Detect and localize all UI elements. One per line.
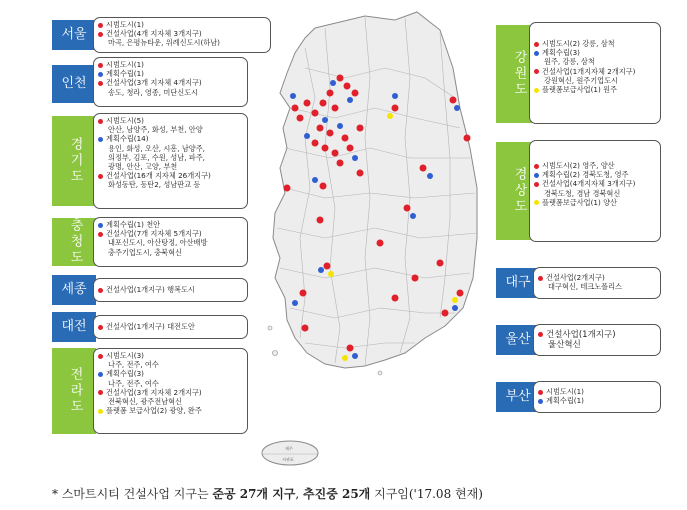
region-info-text: 화성동탄, 동탄2, 성남판교 등 — [108, 180, 201, 190]
region-info-line — [98, 397, 243, 406]
marker-blue — [337, 123, 343, 129]
region-info-line — [98, 60, 243, 69]
region-info-line — [98, 248, 243, 257]
marker-red — [300, 290, 307, 297]
marker-blue — [452, 305, 458, 311]
marker-red — [324, 263, 331, 270]
region-info-line — [98, 134, 243, 143]
region-tag-incheon: 인천 — [52, 65, 96, 103]
marker-red — [327, 90, 334, 97]
marker-red — [327, 130, 334, 137]
footnote-sep: , — [295, 487, 304, 501]
marker-red — [312, 140, 319, 147]
jeju-label: 제주 — [285, 446, 293, 451]
marker-red — [437, 260, 444, 267]
marker-red — [412, 275, 419, 282]
red-bullet-icon — [538, 390, 543, 395]
blue-bullet-icon — [98, 137, 103, 142]
marker-yellow — [387, 113, 393, 119]
blue-bullet-icon — [98, 223, 103, 228]
red-bullet-icon — [98, 325, 103, 330]
marker-blue — [352, 155, 358, 161]
marker-red — [297, 115, 304, 122]
region-info-text: 대구혁신, 테크노폴리스 — [548, 282, 623, 292]
region-info-text: 용인, 화성, 오산, 시흥, 남양주, — [108, 143, 205, 153]
red-bullet-icon — [98, 32, 103, 37]
blue-bullet-icon — [98, 72, 103, 77]
region-info-text: 플랫폼보급사업(1) 원주 — [542, 85, 617, 95]
marker-red — [302, 325, 309, 332]
seogwipo-label: 서귀포 — [282, 457, 294, 462]
marker-blue — [427, 173, 433, 179]
region-info-text: 계획수립(1) — [546, 396, 584, 406]
region-tag-daejeon: 대전 — [52, 312, 96, 342]
region-info-line — [98, 78, 243, 87]
region-tag-ulsan: 울산 — [496, 325, 540, 355]
region-info-text: 계획수립(3) — [542, 48, 580, 58]
marker-red — [392, 105, 399, 112]
red-bullet-icon — [98, 63, 103, 68]
region-info-text: 시범도시(2) 강릉, 삼척 — [542, 39, 615, 48]
marker-red — [337, 75, 344, 82]
region-info-text: 시범도시(1) — [106, 60, 144, 69]
marker-red — [344, 83, 351, 90]
region-info-text: 건설사업(16개 지자체 26개지구) — [106, 171, 211, 181]
footnote-completed: 준공 27개 지구 — [212, 487, 296, 501]
region-info-line — [98, 180, 243, 189]
region-box-gangwon — [529, 22, 661, 124]
marker-red — [332, 105, 339, 112]
region-info-text: 계획수립(1) 천안 — [106, 220, 161, 229]
region-info-line — [98, 69, 243, 78]
marker-blue — [392, 93, 398, 99]
region-info-text: 송도, 청라, 영종, 미단신도시 — [108, 87, 199, 97]
region-tag-sejong: 세종 — [52, 275, 96, 305]
region-info-text: 안산, 남양주, 화성, 부천, 안양 — [108, 125, 203, 135]
region-info-line — [98, 285, 243, 294]
yellow-bullet-icon — [98, 409, 103, 414]
marker-blue — [410, 213, 416, 219]
region-info-text: 마곡, 은평뉴타운, 위례신도시(하남) — [108, 38, 220, 48]
marker-blue — [347, 97, 353, 103]
region-box-daegu — [533, 267, 661, 299]
region-tag-daegu: 대구 — [496, 268, 540, 298]
region-info-line — [534, 189, 656, 198]
region-info-text: 광명, 안산, 고양, 부천 — [108, 162, 178, 172]
region-info-text: 플랫폼 보급사업(2) 광양, 완주 — [106, 406, 202, 416]
region-info-line — [98, 144, 243, 153]
region-info-text: 플랫폼보급사업(1) 양산 — [542, 197, 617, 207]
marker-red — [284, 185, 291, 192]
marker-blue — [292, 300, 298, 306]
region-info-text: 나주, 전주, 여수 — [108, 378, 159, 388]
region-info-text: 건설사업(3개 지자체 2개지구) — [106, 387, 202, 397]
region-tag-jeolla: 전라도 — [52, 348, 96, 434]
region-box-chungcheong — [93, 217, 248, 267]
footnote-suffix: 지구임('17.08 현재) — [370, 487, 483, 501]
red-bullet-icon — [98, 23, 103, 28]
region-info-text: 시범도시(1) — [106, 20, 144, 29]
footnote-prefix: * 스마트시티 건설사업 지구는 — [52, 487, 213, 501]
marker-red — [320, 183, 327, 190]
region-info-line — [98, 88, 243, 97]
region-info-text: 의정부, 김포, 수원, 성남, 파주, — [108, 152, 205, 162]
marker-yellow — [328, 271, 334, 277]
region-info-line — [534, 48, 656, 57]
region-info-line — [534, 57, 656, 66]
region-info-line — [534, 67, 656, 76]
region-info-line — [98, 238, 243, 247]
region-info-text: 울산혁신 — [548, 340, 581, 350]
region-info-line — [98, 406, 243, 415]
region-info-text: 건설사업(1개지구) 행복도시 — [106, 285, 195, 294]
blue-bullet-icon — [534, 51, 539, 56]
footnote-ongoing: 추진중 25개 — [303, 487, 371, 501]
blue-bullet-icon — [538, 399, 543, 404]
marker-blue — [318, 267, 324, 273]
blue-bullet-icon — [98, 372, 103, 377]
region-info-line — [98, 369, 243, 378]
region-box-sejong — [93, 278, 248, 302]
region-info-line — [98, 379, 243, 388]
region-info-text: 원주, 강릉, 삼척 — [544, 57, 595, 67]
region-tag-seoul: 서울 — [52, 20, 96, 50]
marker-red — [442, 310, 449, 317]
region-info-line — [98, 29, 266, 38]
region-info-text: 경북도청, 경남 경북혁신 — [544, 188, 621, 198]
marker-red — [332, 150, 339, 157]
marker-blue — [454, 105, 460, 111]
red-bullet-icon — [98, 390, 103, 395]
marker-red — [377, 240, 384, 247]
marker-red — [392, 295, 399, 302]
region-info-line — [538, 282, 656, 291]
region-info-text: 건설사업(4개지자체 3개지구) — [542, 179, 636, 189]
red-bullet-icon — [538, 276, 543, 281]
marker-red — [312, 110, 319, 117]
region-info-text: 건설사업(3개 지자체 4개지구) — [106, 78, 202, 88]
region-info-line — [98, 116, 243, 125]
marker-red — [317, 217, 324, 224]
region-info-line — [98, 220, 243, 229]
marker-red — [404, 205, 411, 212]
marker-red — [464, 135, 471, 142]
region-info-text: 전북혁신, 광주전남혁신 — [108, 397, 183, 407]
region-box-gyeonggi — [93, 113, 248, 209]
region-info-text: 건설사업(7개 지자체 5개지구) — [106, 229, 202, 239]
marker-blue — [312, 177, 318, 183]
region-info-text: 충주기업도시, 충북혁신 — [108, 247, 183, 257]
region-info-text: 건설사업(1개지자체 2개지구) — [542, 66, 636, 76]
red-bullet-icon — [534, 182, 539, 187]
marker-blue — [352, 353, 358, 359]
region-info-line — [98, 351, 243, 360]
marker-blue — [322, 117, 328, 123]
region-info-text: 계획수립(3) — [106, 369, 144, 379]
yellow-bullet-icon — [534, 200, 539, 205]
region-tag-gyeonggi: 경기도 — [52, 116, 96, 206]
footnote — [52, 485, 483, 502]
marker-red — [342, 135, 349, 142]
yellow-bullet-icon — [534, 88, 539, 93]
red-bullet-icon — [98, 232, 103, 237]
region-info-text: 시범도시(1) — [546, 387, 584, 396]
region-info-text: 건설사업(1개지구) — [546, 330, 616, 340]
region-info-line — [98, 125, 243, 134]
region-info-line — [98, 388, 243, 397]
region-info-line — [534, 198, 656, 207]
region-info-text: 내포신도시, 아산탕정, 아산배방 — [108, 238, 208, 248]
region-info-line — [538, 387, 656, 396]
region-info-line — [534, 85, 656, 94]
marker-red — [352, 90, 359, 97]
marker-red — [337, 160, 344, 167]
region-info-text: 계획수립(1) — [106, 69, 144, 79]
region-tag-gyeongsang: 경상도 — [496, 142, 540, 240]
marker-red — [420, 165, 427, 172]
marker-red — [317, 125, 324, 132]
region-box-busan — [533, 381, 661, 413]
region-box-ulsan — [533, 324, 661, 356]
marker-red — [292, 105, 299, 112]
region-info-line — [538, 396, 656, 405]
red-bullet-icon — [534, 164, 539, 169]
region-tag-busan: 부산 — [496, 382, 540, 412]
marker-red — [457, 290, 464, 297]
region-info-text: 시범도시(5) — [106, 116, 144, 125]
region-info-line — [98, 171, 243, 180]
marker-red — [347, 145, 354, 152]
region-info-text: 나주, 전주, 여수 — [108, 360, 159, 370]
region-info-line — [98, 360, 243, 369]
marker-red — [357, 170, 364, 177]
red-bullet-icon — [538, 332, 543, 337]
region-box-jeolla — [93, 348, 248, 434]
region-info-line — [534, 39, 656, 48]
region-box-incheon — [93, 57, 248, 107]
region-info-line — [534, 170, 656, 179]
red-bullet-icon — [534, 69, 539, 74]
region-box-daejeon — [93, 315, 248, 339]
blue-bullet-icon — [534, 173, 539, 178]
marker-blue — [290, 93, 296, 99]
region-info-text: 시범도시(2) 영주, 양산 — [542, 161, 615, 170]
marker-red — [322, 145, 329, 152]
marker-red — [450, 97, 457, 104]
region-info-text: 계획수립(14) — [106, 134, 149, 144]
red-bullet-icon — [98, 119, 103, 124]
marker-red — [347, 345, 354, 352]
region-info-line — [98, 38, 266, 47]
region-info-text: 계획수립(2) 경북도청, 영주 — [542, 170, 629, 180]
region-tag-chungcheong: 충청도 — [52, 218, 96, 266]
region-info-text: 건설사업(2개지구) — [546, 273, 605, 282]
marker-red — [357, 125, 364, 132]
region-info-line — [534, 161, 656, 170]
region-info-text: 강원혁신, 원주기업도시 — [544, 75, 619, 85]
region-info-line — [98, 229, 243, 238]
red-bullet-icon — [98, 81, 103, 86]
korea-map — [245, 8, 485, 478]
marker-blue — [304, 133, 310, 139]
marker-red — [304, 100, 311, 107]
region-info-line — [538, 340, 656, 350]
region-info-text: 건설사업(1개지구) 대전도안 — [106, 322, 195, 331]
region-info-line — [538, 330, 656, 340]
red-bullet-icon — [98, 354, 103, 359]
marker-yellow — [342, 355, 348, 361]
region-info-line — [98, 162, 243, 171]
region-box-gyeongsang — [529, 140, 661, 242]
region-info-line — [98, 153, 243, 162]
region-info-line — [538, 273, 656, 282]
marker-blue — [330, 80, 336, 86]
region-info-text: 시범도시(3) — [106, 351, 144, 360]
region-info-line — [98, 322, 243, 331]
marker-red — [320, 100, 327, 107]
red-bullet-icon — [98, 174, 103, 179]
region-info-line — [534, 179, 656, 188]
region-info-line — [534, 76, 656, 85]
red-bullet-icon — [98, 288, 103, 293]
region-info-text: 건설사업(4개 지자체 3개지구) — [106, 29, 202, 39]
region-tag-gangwon: 강원도 — [496, 25, 540, 123]
region-info-line — [98, 20, 266, 29]
marker-yellow — [452, 297, 458, 303]
red-bullet-icon — [534, 42, 539, 47]
